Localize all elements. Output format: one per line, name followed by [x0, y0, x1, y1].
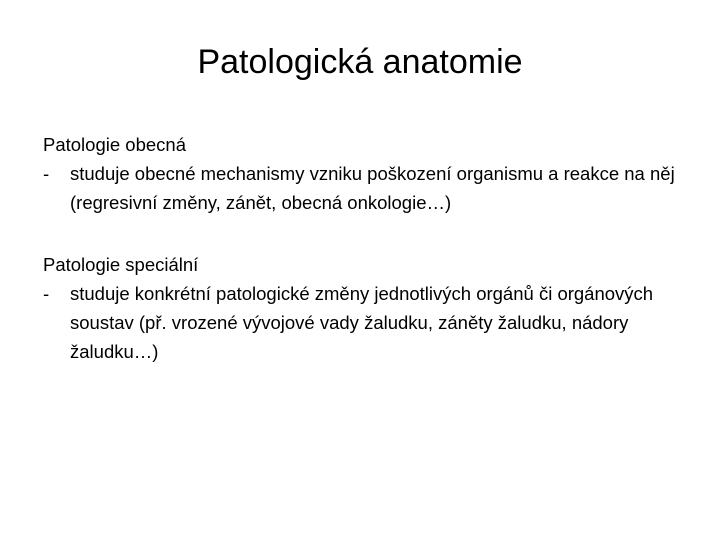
- slide-content: [43, 130, 683, 366]
- bullet-text: studuje obecné mechanismy vzniku poškození organismu a reakce na něj (regresivní změny, zánět, obecná onkologie…): [70, 163, 675, 213]
- bullet-dash: -: [43, 283, 50, 304]
- section-patologie-specialni: [43, 250, 683, 366]
- slide-title: Patologická anatomie: [197, 43, 523, 81]
- bullet-item: [43, 159, 683, 217]
- bullet-item: [43, 279, 683, 366]
- section-heading: Patologie obecná: [43, 134, 186, 155]
- bullet-dash: -: [43, 163, 50, 184]
- section-heading: Patologie speciální: [43, 254, 199, 275]
- section-patologie-obecna: [43, 130, 683, 217]
- bullet-text: studuje konkrétní patologické změny jednotlivých orgánů či orgánových soustav (př. vrozené vývojové vady žaludku, záněty žaludku, nádory žaludku…): [70, 283, 654, 362]
